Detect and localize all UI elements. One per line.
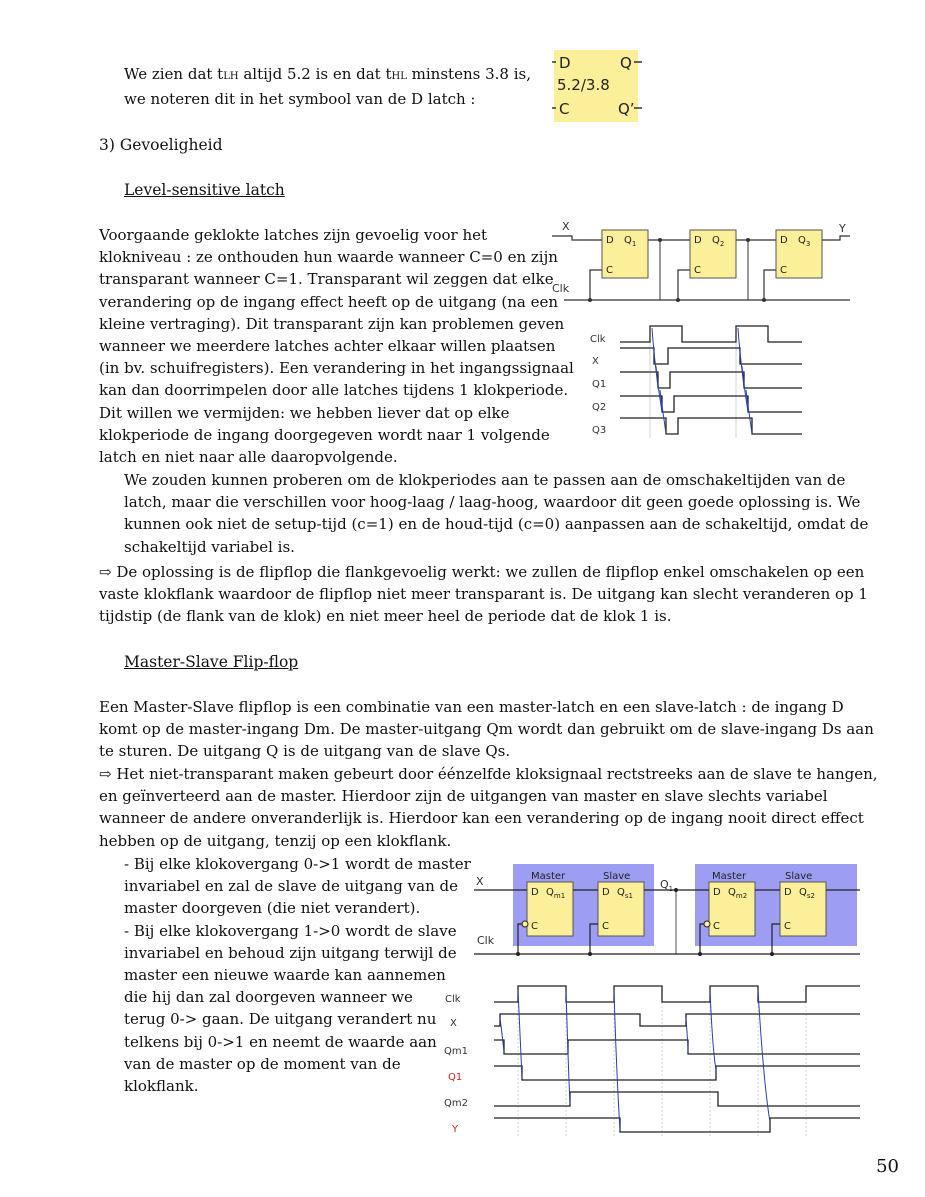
s2-slave-c: C xyxy=(784,921,791,932)
wave1-label-clk: Clk xyxy=(590,334,606,345)
latch-3-q: Q xyxy=(798,235,806,246)
indent-line: schakeltijd variabel is. xyxy=(124,537,295,556)
indent-line: We zouden kunnen proberen om de klokperiodes aan te passen aan de omschakeltijden van de xyxy=(124,471,846,489)
bullet-line: invariabel en behoud zijn uitgang terwijl de xyxy=(124,943,457,962)
wave2-y xyxy=(494,1118,860,1132)
s2-master-q: Q xyxy=(728,887,736,898)
level-line: (in bv. schuifregisters). Een verandering in het ingangssignaal xyxy=(99,359,574,378)
ms-line: Een Master-Slave flipflop is een combinatie van een master-latch en een slave-latch : de ingang D xyxy=(99,698,844,716)
stage-1-master-title: Master xyxy=(531,871,566,882)
solution-line: vaste klokflank waardoor de flipflop niet meer transparant is. De uitgang kan slecht veranderen op 1 xyxy=(99,585,868,604)
stage-2-master-title: Master xyxy=(712,871,747,882)
symbol-d: D xyxy=(559,54,571,72)
nt-line: en geïnverteerd aan de master. Hierdoor zijn de uitgangen van master en slave slechts variabel xyxy=(99,787,828,806)
indent-line: latch, maar die verschillen voor hoog-laag / laag-hoog, waardoor dit geen goede oplossing is. We xyxy=(124,493,861,512)
symbol-c: C xyxy=(559,100,570,118)
s1-master-q: Q xyxy=(546,887,554,898)
solution-paragraph xyxy=(99,561,868,628)
nt-line: ⇨ Het niet-transparant maken gebeurt door éénzelfde kloksignaal rectstreeks aan de slave te hangen, xyxy=(99,765,878,783)
wave2-clk xyxy=(494,986,860,1002)
s2-master-c: C xyxy=(713,921,720,932)
solution-line: tijdstip (de flank van de klok) en niet meer heel de periode dat de klok 1 is. xyxy=(99,607,672,626)
wave2-qm1 xyxy=(494,1040,860,1054)
symbol-qbar: Q’ xyxy=(618,100,635,118)
nt-line: hebben op de uitgang, tenzij op een klokflank. xyxy=(99,831,452,850)
diag1-y-label: Y xyxy=(839,222,846,235)
latch-2-d: D xyxy=(694,235,702,246)
diag1-clk-label: Clk xyxy=(552,282,570,295)
bullet-line: master een nieuwe waarde kan aannemen xyxy=(124,966,446,985)
nt-line: wanneer de andere onveranderlijk is. Hierdoor kan een verandering op de ingang nooit direct effect xyxy=(99,809,864,828)
latch-1-c: C xyxy=(606,265,613,276)
s1-slave-qsub: s1 xyxy=(624,892,633,900)
bullet-line: invariabel en zal de slave de uitgang van de xyxy=(124,877,458,896)
d-latch-symbol xyxy=(552,48,642,126)
bullet-line: terug 0-> gaan. De uitgang verandert nu xyxy=(124,1010,437,1029)
level-line: kleine vertraging). Dit transparant zijn kan problemen geven xyxy=(99,314,565,333)
wave1-label-x: X xyxy=(592,356,599,367)
diag2-q1-sub: 1 xyxy=(668,885,674,893)
symbol-timing: 5.2/3.8 xyxy=(557,76,610,94)
diag2-clk-label: Clk xyxy=(477,934,495,947)
s2-slave-q: Q xyxy=(799,887,807,898)
master-slave-diagram xyxy=(440,858,865,1143)
ms-line: komt op de master-ingang Dm. De master-uitgang Qm wordt dan gebruikt om de slave-ingang Ds aan xyxy=(99,720,874,739)
wave2-qm2 xyxy=(494,1092,860,1106)
latch-3-qsub: 3 xyxy=(805,240,811,248)
svg-text:Q1 xyxy=(660,878,673,893)
level-line: Voorgaande geklokte latches zijn gevoelig voor het xyxy=(99,226,488,244)
section-title: 3) Gevoeligheid xyxy=(99,136,223,154)
level-line: wanneer we meerdere latches achter elkaar willen plaatsen xyxy=(99,337,556,356)
diag2-q1-label: Q xyxy=(660,878,669,891)
non-transparent-paragraph xyxy=(99,763,878,852)
wave2-q1 xyxy=(494,1066,860,1080)
wave2-label-x: X xyxy=(450,1018,457,1029)
wave1-q1 xyxy=(620,372,802,388)
intro-line-2: we noteren dit in het symbool van de D latch : xyxy=(124,90,476,109)
wave1-label-q1: Q1 xyxy=(592,379,607,390)
latch-2 xyxy=(690,230,736,278)
s2-slave-qsub: s2 xyxy=(806,892,815,900)
latch-3-c: C xyxy=(780,265,787,276)
bullet-line: master doorgeven (die niet verandert). xyxy=(124,899,421,918)
wave2-label-q1: Q1 xyxy=(448,1072,463,1083)
page-number: 50 xyxy=(876,1156,899,1177)
s2-master-d: D xyxy=(713,887,721,898)
latch-2-q: Q xyxy=(712,235,720,246)
bullet-line: - Bij elke klokovergang 0->1 wordt de master xyxy=(124,855,471,873)
bullet-line: die hij dan zal doorgeven wanneer we xyxy=(124,988,413,1007)
clock-transition-list xyxy=(124,853,471,1097)
latch-2-qsub: 2 xyxy=(719,240,725,248)
level-line: latch en niet naar alle daaropvolgende. xyxy=(99,448,398,467)
wave1-label-q3: Q3 xyxy=(592,425,607,436)
bullet-line: - Bij elke klokovergang 1->0 wordt de slave xyxy=(124,921,457,940)
wave1-label-q2: Q2 xyxy=(592,402,607,413)
master-slave-heading: Master-Slave Flip-flop xyxy=(124,653,299,671)
level-line: verandering op de ingang effect heeft op de uitgang (na een xyxy=(99,292,559,311)
level-line: transparant wanneer C=1. Transparant wil zeggen dat elke xyxy=(99,270,554,289)
s1-slave-q: Q xyxy=(617,887,625,898)
s1-slave-c: C xyxy=(602,921,609,932)
latch-1-d: D xyxy=(606,235,614,246)
ms-line: te sturen. De uitgang Q is de uitgang van de slave Qs. xyxy=(99,742,511,761)
intro-line-1: We zien dat tLH altijd 5.2 is en dat tHL minstens 3.8 is, xyxy=(124,65,531,83)
s2-slave-d: D xyxy=(784,887,792,898)
bullet-line: van de master op de moment van de xyxy=(124,1054,401,1073)
wave2-label-y: Y xyxy=(452,1124,459,1135)
level-latch-heading: Level-sensitive latch xyxy=(124,181,285,199)
level-line: kan dan doorrimpelen door alle latches tijdens 1 klokperiode. xyxy=(99,381,569,400)
master-slave-paragraph xyxy=(99,696,874,763)
level-line: klokperiode de ingang doorgegeven wordt naar 1 volgende xyxy=(99,425,550,444)
wave1-q2 xyxy=(620,396,802,412)
latch-3 xyxy=(776,230,822,278)
solution-line: ⇨ De oplossing is de flipflop die flankgevoelig werkt: we zullen de flipflop enkel omschakelen op een xyxy=(99,563,865,581)
latch-1-q: Q xyxy=(624,235,632,246)
bullet-line: klokflank. xyxy=(124,1077,199,1096)
wave1-q3 xyxy=(620,418,802,434)
latch-3-d: D xyxy=(780,235,788,246)
intro-paragraph xyxy=(124,63,531,110)
diag2-x-label: X xyxy=(476,875,484,888)
diag1-x-label: X xyxy=(562,220,570,233)
indent-line: kunnen ook niet de setup-tijd (c=1) en de houd-tijd (c=0) aanpassen aan de schakeltijd, omdat de xyxy=(124,515,869,534)
stage-2-slave-title: Slave xyxy=(785,871,813,882)
s1-master-d: D xyxy=(531,887,539,898)
wave1-x xyxy=(620,348,802,364)
wave2-x xyxy=(494,1014,860,1026)
latch-1 xyxy=(602,230,648,278)
latch-chain-diagram xyxy=(550,218,855,443)
latch-1-qsub: 1 xyxy=(631,240,637,248)
s2-master-qsub: m2 xyxy=(735,892,748,900)
symbol-q: Q xyxy=(620,54,632,72)
wave1-clk xyxy=(620,326,802,342)
indent-paragraph xyxy=(124,469,868,558)
s1-master-c: C xyxy=(531,921,538,932)
bullet-line: telkens bij 0->1 en neemt de waarde aan xyxy=(124,1032,437,1051)
wave2-label-qm1: Qm1 xyxy=(444,1046,468,1057)
wave2-label-clk: Clk xyxy=(445,994,461,1005)
latch-2-c: C xyxy=(694,265,701,276)
s1-master-qsub: m1 xyxy=(553,892,566,900)
level-line: Dit willen we vermijden: we hebben liever dat op elke xyxy=(99,403,510,422)
wave2-label-qm2: Qm2 xyxy=(444,1098,468,1109)
stage-1-slave-title: Slave xyxy=(603,871,631,882)
s1-slave-d: D xyxy=(602,887,610,898)
level-latch-paragraph xyxy=(99,224,574,468)
level-line: klokniveau : ze onthouden hun waarde wanneer C=0 en zijn xyxy=(99,248,558,267)
